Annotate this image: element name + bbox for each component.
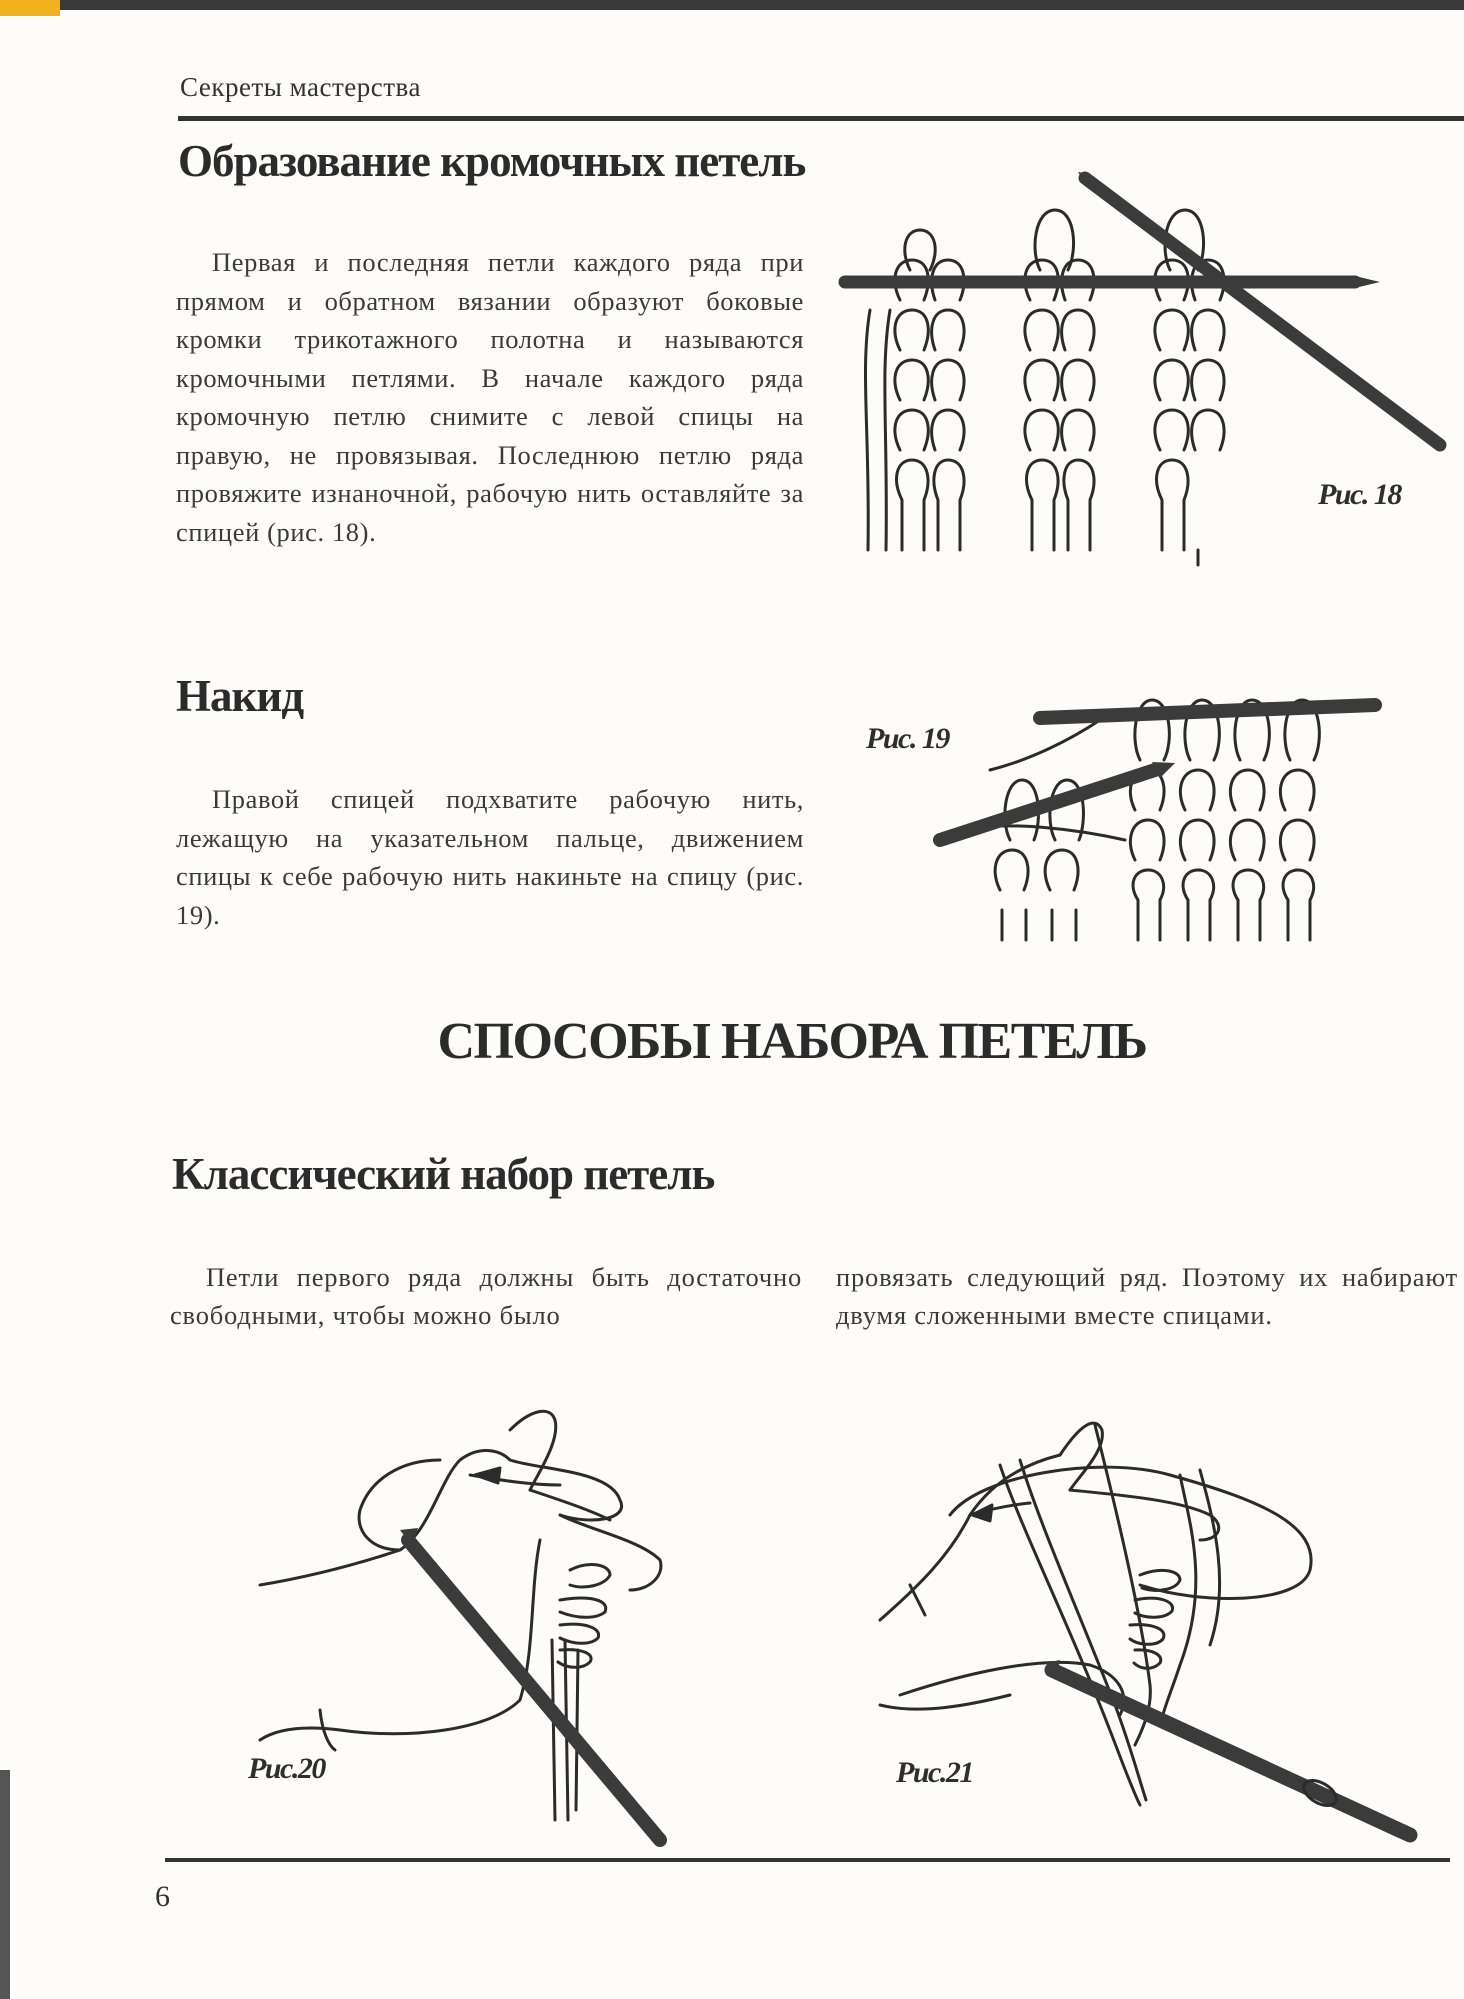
heading-classic-cast-on: Классический набор петель: [172, 1149, 715, 1199]
header-rule: [178, 116, 1464, 121]
caption-fig-20: Рис.20: [248, 1752, 325, 1785]
caption-fig-18: Рис. 18: [1318, 478, 1401, 511]
paragraph-edge-text: Первая и последняя петли каждого ряда при прямом и обратном вязании образуют боковые кромки трикотажного полотна и называются кромочными петлями. В начале каждого ряда кромочную петлю снимите с левой спицы на правую, не провязывая. Последнюю петлю ряда провяжите изнаночной, рабочую нить оставляйте за спицей (рис. 18).: [176, 247, 804, 547]
page-number: 6: [155, 1880, 170, 1913]
section-title-cast-on-methods: СПОСОБЫ НАБОРА ПЕТЕЛЬ: [437, 1013, 1147, 1070]
running-head: Секреты мастерства: [180, 72, 421, 102]
paragraph-cast-on-right-text: провязать следующий ряд. Поэтому их набирают двумя сложенными вместе спицами.: [836, 1262, 1458, 1330]
paragraph-edge-stitches: [176, 243, 804, 551]
scan-edge-left: [0, 1770, 10, 1999]
paragraph-cast-on-left: [170, 1258, 802, 1334]
paragraph-yarnover-text: Правой спицей подхватите рабочую нить, лежащую на указательном пальце, движением спицы к себе рабочую нить накиньте на спицу (рис. 19).: [176, 784, 804, 930]
footer-rule: [165, 1858, 1450, 1862]
figure-19-knitting-illustration: [930, 680, 1380, 960]
paragraph-cast-on-left-text: Петли первого ряда должны быть достаточно свободными, чтобы можно было: [170, 1262, 802, 1330]
heading-yarn-over: Накид: [176, 671, 304, 721]
heading-edge-stitches: Образование кромочных петель: [178, 136, 806, 186]
caption-fig-19: Рис. 19: [866, 722, 949, 755]
figure-20-hand-cast-on: [260, 1400, 720, 1840]
yellow-tab-marker: [0, 0, 60, 16]
scan-edge-top: [0, 0, 1464, 10]
caption-fig-21: Рис.21: [896, 1756, 973, 1789]
paragraph-yarn-over: [176, 780, 804, 934]
paragraph-cast-on-right: [836, 1258, 1458, 1334]
